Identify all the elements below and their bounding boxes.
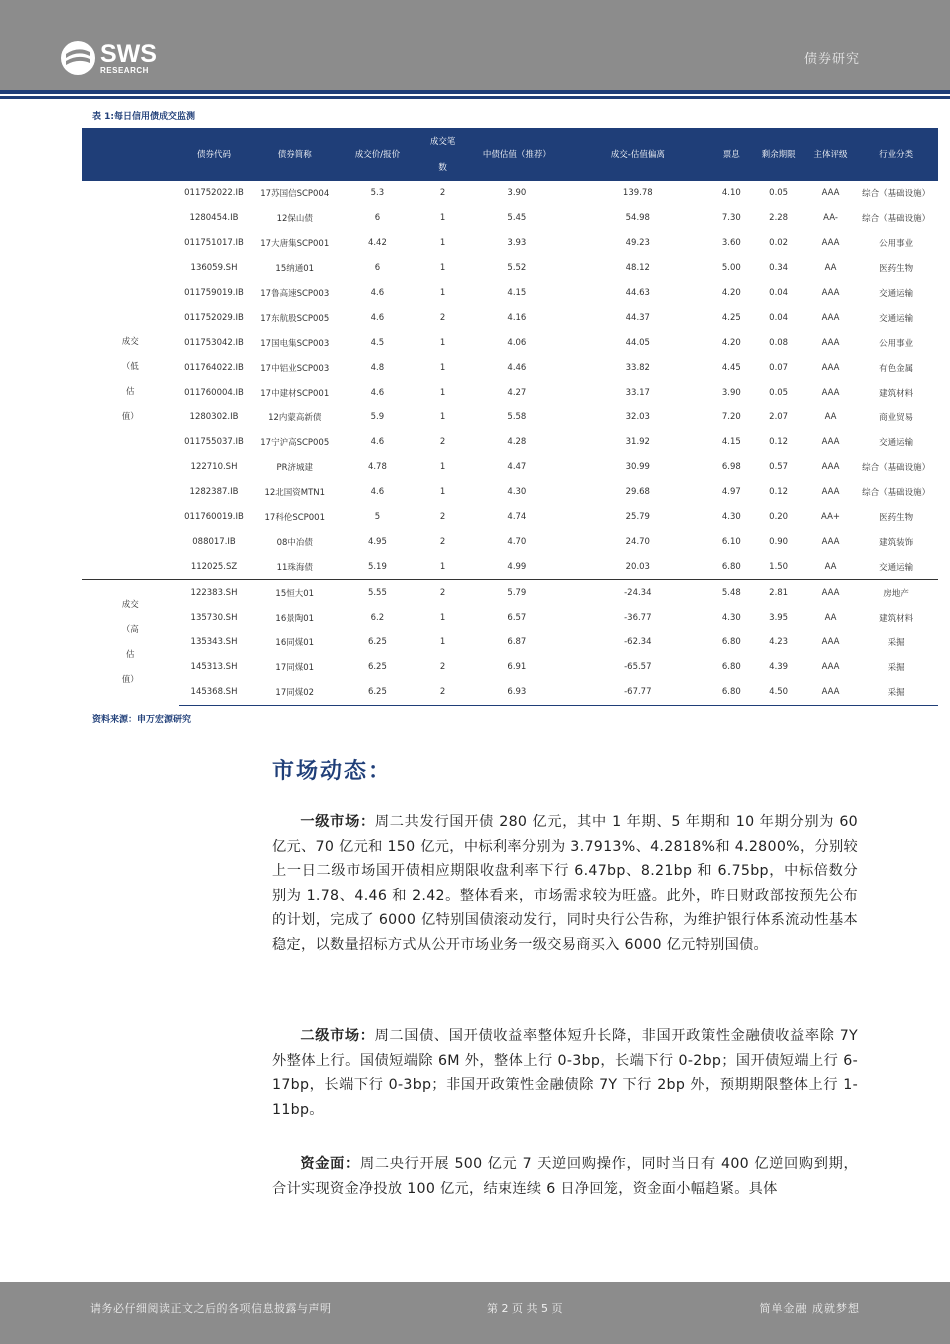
cell-remaining-term: 4.23 [769, 637, 789, 648]
cell-bond-name: 17宁沪高SCP005 [260, 438, 330, 449]
cell-rating: AAA [807, 580, 854, 605]
cell-remaining-term: 0.12 [769, 437, 789, 448]
table-row [82, 380, 938, 405]
paragraph-secondary-market [272, 1024, 858, 1122]
cell-price: 4.6 [370, 387, 385, 398]
cell-valuation: 6.93 [470, 680, 563, 705]
cell-valuation: 4.16 [507, 312, 527, 323]
table-row [82, 430, 938, 455]
table-row [82, 455, 938, 480]
cell-deviation: 20.03 [625, 561, 650, 572]
cell-trade-count: 2 [439, 437, 446, 448]
cell-deviation: 25.79 [625, 512, 650, 523]
cell-remaining-term: 0.57 [769, 462, 789, 473]
cell-rating: AAA [821, 662, 840, 673]
cell-bond-name: PR济城建 [276, 463, 314, 474]
cell-deviation: 24.70 [625, 536, 650, 547]
cell-remaining-term: 0.20 [769, 512, 789, 523]
table-source: 资料来源：申万宏源研究 [92, 715, 192, 725]
paragraph-primary-market-lead: 一级市场： [300, 814, 375, 830]
cell-valuation: 4.15 [507, 288, 527, 298]
cell-rating: AAA [821, 238, 840, 249]
cell-bond-code: 011752029.IB [184, 312, 244, 323]
table-row [82, 554, 938, 579]
cell-coupon: 5.00 [721, 263, 741, 274]
cell-valuation: 4.30 [507, 487, 527, 498]
header-deviation: 成交-估值偏离 [563, 128, 712, 181]
cell-remaining-term: 0.90 [769, 536, 789, 547]
cell-valuation: 4.46 [507, 362, 527, 373]
group-label-line: （高 [121, 624, 139, 635]
cell-coupon: 4.15 [721, 437, 741, 448]
cell-trade-count: 2 [439, 512, 446, 523]
cell-bond-code: 011752022.IB [184, 188, 244, 199]
cell-price: 4.6 [370, 312, 385, 323]
cell-bond-code: 145368.SH [179, 680, 250, 705]
cell-rating: AAA [821, 362, 840, 373]
cell-coupon: 4.30 [721, 512, 741, 523]
cell-bond-code: 011755037.IB [184, 437, 244, 448]
section-title: 市场动态： [272, 759, 393, 784]
cell-rating: AAA [821, 462, 840, 473]
cell-bond-code: 011764022.IB [184, 362, 244, 373]
cell-trade-count: 1 [439, 263, 446, 274]
cell-trade-count: 2 [415, 680, 471, 705]
cell-coupon: 6.80 [721, 662, 741, 673]
table-row [82, 256, 938, 281]
cell-rating: AAA [821, 337, 840, 348]
cell-deviation: -65.57 [624, 662, 652, 673]
paragraph-secondary-market-lead: 二级市场： [300, 1028, 375, 1044]
group-label-line: 值） [121, 412, 139, 423]
cell-valuation: 4.06 [507, 337, 527, 348]
table-row [82, 529, 938, 554]
cell-valuation: 6.57 [507, 612, 527, 623]
cell-remaining-term: 0.02 [769, 238, 789, 249]
cell-remaining-term: 0.08 [769, 337, 789, 348]
cell-coupon: 6.98 [721, 462, 741, 473]
header-group [82, 128, 179, 181]
report-category: 债券研究 [803, 52, 860, 67]
cell-price: 4.95 [367, 536, 387, 547]
cell-price: 4.6 [370, 288, 385, 298]
cell-industry: 公用事业 [879, 338, 914, 349]
cell-trade-count: 2 [439, 312, 446, 323]
cell-bond-name: 08中冶债 [276, 537, 313, 548]
cell-trade-count: 1 [439, 387, 446, 398]
cell-deviation: -62.34 [624, 637, 652, 648]
cell-price: 6 [374, 263, 381, 274]
table-row [82, 305, 938, 330]
cell-industry: 交通运输 [879, 562, 914, 573]
cell-remaining-term: 3.95 [769, 612, 789, 623]
logo-mark-icon [60, 40, 96, 76]
table-row [82, 605, 938, 630]
cell-price: 6.25 [367, 662, 387, 673]
cell-trade-count: 2 [415, 580, 471, 605]
cell-remaining-term: 0.12 [769, 487, 789, 498]
cell-industry: 医药生物 [879, 513, 914, 524]
header-bond-code: 债券代码 [179, 128, 250, 181]
cell-industry: 有色金属 [879, 363, 914, 374]
group-label-low [82, 181, 179, 580]
page-header [0, 0, 950, 90]
cell-coupon: 6.80 [721, 637, 741, 648]
cell-bond-name: 12保山债 [276, 214, 313, 225]
cell-industry: 建筑装饰 [879, 537, 914, 548]
table-title: 表 1:每日信用债成交监测 [92, 112, 195, 122]
cell-price: 5.55 [340, 580, 415, 605]
cell-bond-code: 011760019.IB [184, 512, 244, 523]
cell-trade-count: 1 [439, 213, 446, 224]
cell-bond-code: 1280302.IB [189, 412, 239, 423]
cell-bond-name: 17国电集SCP003 [260, 338, 330, 349]
cell-bond-name: 17中建材SCP001 [260, 388, 330, 399]
cell-rating: AAA [821, 637, 840, 648]
cell-rating: AAA [821, 188, 840, 199]
header-trade-count-line1: 成交笔 [429, 136, 456, 147]
cell-valuation: 5.58 [507, 412, 527, 423]
header-remaining-term: 剩余期限 [750, 128, 806, 181]
cell-coupon: 6.80 [712, 680, 750, 705]
cell-bond-name: 17苏国信SCP004 [260, 189, 330, 200]
cell-bond-name: 11珠海债 [276, 562, 313, 573]
cell-trade-count: 2 [439, 536, 446, 547]
cell-rating: AA [824, 612, 837, 623]
cell-price: 4.6 [370, 487, 385, 498]
table-row [82, 405, 938, 430]
cell-bond-name: 12北国资MTN1 [264, 488, 326, 499]
cell-coupon: 4.20 [721, 337, 741, 348]
cell-coupon: 3.90 [721, 387, 741, 398]
group-label-line: 估 [126, 387, 135, 398]
cell-price: 5.9 [370, 412, 385, 423]
cell-coupon: 4.97 [721, 487, 741, 498]
cell-coupon: 4.30 [721, 612, 741, 623]
table-row [82, 206, 938, 231]
cell-valuation: 5.79 [470, 580, 563, 605]
cell-bond-name: 17鲁高速SCP003 [260, 289, 330, 299]
cell-bond-code: 135730.SH [190, 612, 238, 623]
cell-bond-name: 17科伦SCP001 [264, 513, 325, 524]
cell-industry: 综合（基础设施） [862, 189, 931, 200]
cell-rating: AA [824, 561, 837, 572]
header-trade-count-line2: 数 [438, 162, 447, 173]
table-header-row [82, 128, 938, 181]
cell-deviation: -67.77 [563, 680, 712, 705]
cell-industry: 建筑材料 [879, 388, 914, 399]
cell-bond-code: 136059.SH [190, 263, 238, 274]
cell-deviation: 33.82 [625, 362, 650, 373]
table-row [82, 231, 938, 256]
table-row [82, 330, 938, 355]
cell-deviation: 33.17 [625, 387, 650, 398]
header-valuation: 中债估值（推荐） [470, 128, 563, 181]
cell-remaining-term: 0.34 [769, 263, 789, 274]
cell-trade-count: 1 [439, 288, 446, 298]
cell-remaining-term: 4.39 [769, 662, 789, 673]
cell-bond-code: 112025.SZ [190, 561, 238, 572]
cell-bond-code: 122710.SH [190, 462, 238, 473]
table-row [82, 505, 938, 530]
page-footer [0, 1282, 950, 1344]
cell-rating: AAA [807, 680, 854, 705]
cell-valuation: 4.27 [507, 387, 527, 398]
cell-valuation: 4.47 [507, 462, 527, 473]
cell-price: 5 [374, 512, 381, 523]
cell-price: 6.25 [340, 680, 415, 705]
cell-deviation: -36.77 [624, 612, 652, 623]
cell-bond-code: 011760004.IB [184, 387, 244, 398]
cell-remaining-term: 1.50 [769, 561, 789, 572]
cell-trade-count: 1 [439, 637, 446, 648]
cell-coupon: 4.10 [721, 188, 741, 199]
cell-deviation: -24.34 [563, 580, 712, 605]
cell-price: 5.19 [367, 561, 387, 572]
cell-rating: AA [824, 412, 837, 423]
cell-remaining-term: 2.28 [769, 213, 789, 224]
cell-trade-count: 1 [439, 238, 446, 249]
cell-coupon: 7.30 [721, 213, 741, 224]
cell-trade-count: 1 [439, 487, 446, 498]
header-rule-bottom [0, 96, 950, 99]
cell-remaining-term: 0.05 [769, 188, 789, 199]
cell-industry: 综合（基础设施） [862, 488, 931, 499]
cell-deviation: 30.99 [625, 462, 650, 473]
cell-valuation: 4.74 [507, 512, 527, 523]
header-trade-count [415, 128, 471, 181]
cell-remaining-term: 0.04 [769, 312, 789, 323]
cell-price: 4.6 [370, 437, 385, 448]
header-coupon: 票息 [712, 128, 750, 181]
cell-valuation: 4.70 [507, 536, 527, 547]
cell-industry: 医药生物 [879, 264, 914, 275]
paragraph-liquidity [272, 1152, 858, 1201]
cell-trade-count: 1 [439, 612, 446, 623]
table-row [82, 680, 938, 705]
cell-coupon: 5.48 [712, 580, 750, 605]
cell-remaining-term: 2.81 [750, 580, 806, 605]
cell-coupon: 3.60 [721, 238, 741, 249]
cell-rating: AAA [821, 312, 840, 323]
cell-valuation: 6.91 [507, 662, 527, 673]
group-label-line: （低 [121, 362, 139, 373]
cell-valuation: 4.28 [507, 437, 527, 448]
cell-bond-code: 1280454.IB [189, 213, 239, 224]
cell-industry: 房地产 [854, 580, 938, 605]
credit-bond-trade-table [82, 128, 938, 706]
cell-deviation: 44.63 [625, 288, 650, 298]
cell-coupon: 4.20 [721, 288, 741, 298]
table-row [82, 281, 938, 306]
cell-remaining-term: 0.04 [769, 288, 789, 298]
cell-bond-name: 15纳通01 [275, 264, 315, 275]
cell-rating: AA [824, 263, 837, 274]
cell-trade-count: 1 [439, 412, 446, 423]
cell-bond-code: 1282387.IB [189, 487, 239, 498]
cell-deviation: 44.05 [625, 337, 650, 348]
cell-bond-code: 088017.IB [192, 536, 236, 547]
paragraph-primary-market [272, 810, 858, 957]
cell-price: 4.78 [367, 462, 387, 473]
footer-slogan: 简单金融 成就梦想 [759, 1302, 860, 1315]
footer-page-number: 第 2 页 共 5 页 [487, 1302, 563, 1315]
cell-industry: 采掘 [887, 663, 905, 674]
logo-subtext: RESEARCH [100, 65, 149, 75]
cell-bond-name: 16同煤01 [275, 638, 315, 649]
cell-rating: AAA [821, 487, 840, 498]
cell-bond-code: 011759019.IB [184, 288, 244, 298]
cell-remaining-term: 2.07 [769, 412, 789, 423]
cell-rating: AAA [821, 536, 840, 547]
group-label-high [82, 580, 179, 705]
cell-coupon: 6.80 [721, 561, 741, 572]
cell-price: 6.2 [370, 612, 385, 623]
table-row [82, 181, 938, 206]
table-row [82, 480, 938, 505]
cell-bond-name: 17同煤02 [249, 680, 340, 705]
cell-rating: AA- [823, 213, 838, 224]
cell-valuation: 5.45 [507, 213, 527, 224]
cell-price: 6 [374, 213, 381, 224]
header-industry: 行业分类 [854, 128, 938, 181]
cell-deviation: 49.23 [625, 238, 650, 249]
cell-valuation: 3.93 [507, 238, 527, 249]
cell-industry: 采掘 [887, 638, 905, 649]
cell-valuation: 4.99 [507, 561, 527, 572]
header-rating: 主体评级 [807, 128, 854, 181]
cell-trade-count: 2 [439, 662, 446, 673]
table-row [82, 580, 938, 605]
table-row [82, 655, 938, 680]
cell-trade-count: 1 [439, 462, 446, 473]
cell-valuation: 6.87 [507, 637, 527, 648]
cell-industry: 交通运输 [879, 438, 914, 449]
cell-industry: 建筑材料 [879, 613, 914, 624]
cell-valuation: 3.90 [507, 188, 527, 199]
cell-price: 4.8 [370, 362, 385, 373]
cell-rating: AAA [821, 437, 840, 448]
cell-bond-code: 145313.SH [190, 662, 238, 673]
cell-deviation: 32.03 [625, 412, 650, 423]
cell-bond-code: 135343.SH [190, 637, 238, 648]
cell-trade-count: 1 [439, 561, 446, 572]
cell-industry: 交通运输 [879, 289, 914, 299]
cell-industry: 采掘 [854, 680, 938, 705]
paragraph-secondary-market-text: 周二国债、国开债收益率整体短升长降，非国开政策性金融债收益率除 7Y 外整体上行。国债短端除 6M 外，整体上行 0-3bp，长端下行 0-2bp；国开债短端上行 6-17bp，长端下行 0-3bp；非国开政策性金融债除 7Y 下行 2bp 外，预期期限整体上行 1-11bp。 [272, 1028, 858, 1118]
cell-coupon: 7.20 [721, 412, 741, 423]
header-price: 成交价/报价 [340, 128, 415, 181]
cell-bond-code: 011751017.IB [184, 238, 244, 249]
cell-coupon: 4.25 [721, 312, 741, 323]
cell-deviation: 48.12 [625, 263, 650, 274]
cell-industry: 交通运输 [879, 313, 914, 324]
table-row [82, 630, 938, 655]
cell-remaining-term: 0.07 [769, 362, 789, 373]
cell-coupon: 6.10 [721, 536, 741, 547]
group-label-line: 值） [121, 674, 139, 685]
cell-trade-count: 1 [439, 362, 446, 373]
cell-remaining-term: 0.05 [769, 387, 789, 398]
cell-remaining-term: 4.50 [750, 680, 806, 705]
table-row [82, 355, 938, 380]
cell-rating: AA+ [821, 512, 841, 523]
cell-bond-name: 17东航股SCP005 [260, 313, 330, 324]
cell-bond-name: 17中铝业SCP003 [260, 363, 330, 374]
cell-bond-name: 17同煤01 [275, 663, 315, 674]
cell-price: 4.42 [367, 238, 387, 249]
cell-rating: AAA [821, 288, 840, 298]
paragraph-primary-market-text: 周二共发行国开债 280 亿元，其中 1 年期、5 年期和 10 年期分别为 60 亿元、70 亿元和 150 亿元，中标利率分别为 3.7913%、4.2818%和 4.2800%，分别较上一日二级市场国开债相应期限收盘利率下行 6.47bp、8.21bp 和 6.75bp，中标倍数分别为 1.78、4.46 和 2.42。整体看来，市场需求较为旺盛。此外，昨日财政部按预先公布的计划，完成了 6000 亿特别国债滚动发行，同时央行公告称，为维护银行体系流动性基本稳定，以数量招标方式从公开市场业务一级交易商买入 6000 亿元特别国债。 [272, 814, 858, 953]
cell-rating: AAA [821, 387, 840, 398]
cell-industry: 综合（基础设施） [862, 214, 931, 225]
group-label-line: 成交 [121, 337, 139, 348]
company-logo [60, 38, 157, 78]
cell-deviation: 54.98 [625, 213, 650, 224]
cell-bond-name: 16景陶01 [275, 613, 315, 624]
cell-deviation: 139.78 [622, 188, 653, 199]
cell-deviation: 29.68 [625, 487, 650, 498]
header-bond-name: 债券简称 [249, 128, 340, 181]
cell-trade-count: 2 [439, 188, 446, 199]
cell-industry: 公用事业 [879, 239, 914, 250]
cell-bond-code: 011753042.IB [184, 337, 244, 348]
group-label-line: 成交 [121, 599, 139, 610]
cell-industry: 商业贸易 [879, 413, 914, 424]
logo-wordmark: SWS [100, 39, 157, 68]
paragraph-liquidity-lead: 资金面： [300, 1156, 360, 1172]
cell-deviation: 31.92 [625, 437, 650, 448]
footer-disclaimer: 请务必仔细阅读正文之后的各项信息披露与声明 [90, 1302, 332, 1315]
group-label-line: 估 [126, 649, 135, 660]
cell-deviation: 44.37 [625, 312, 650, 323]
cell-valuation: 5.52 [507, 263, 527, 274]
paragraph-liquidity-text: 周二央行开展 500 亿元 7 天逆回购操作，同时当日有 400 亿逆回购到期，合计实现资金净投放 100 亿元，结束连续 6 日净回笼，资金面小幅趋紧。具体 [272, 1156, 858, 1197]
cell-trade-count: 1 [439, 337, 446, 348]
cell-price: 4.5 [370, 337, 385, 348]
cell-bond-code: 122383.SH [179, 580, 250, 605]
cell-industry: 综合（基础设施） [862, 463, 931, 474]
cell-coupon: 4.45 [721, 362, 741, 373]
cell-price: 5.3 [370, 188, 385, 199]
cell-bond-name: 17大唐集SCP001 [260, 239, 330, 250]
cell-price: 6.25 [367, 637, 387, 648]
header-rule-top [0, 90, 950, 94]
cell-bond-name: 15恒大01 [249, 580, 340, 605]
cell-bond-name: 12内蒙高新债 [268, 413, 322, 424]
